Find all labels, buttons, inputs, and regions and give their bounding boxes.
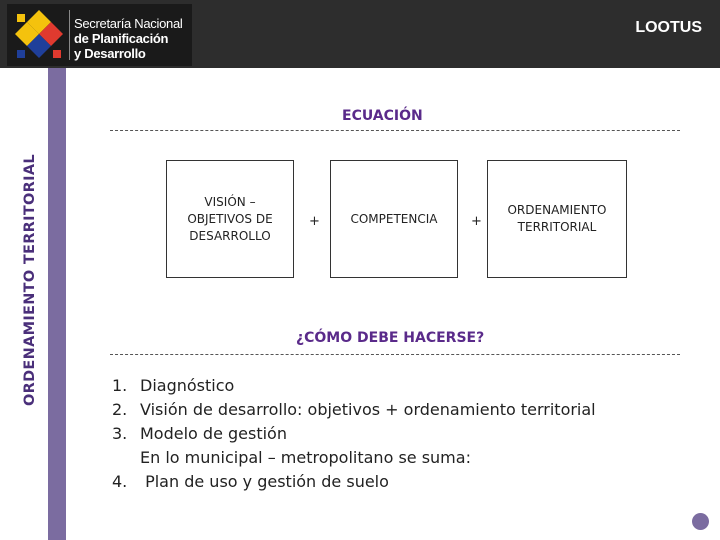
box-ordenamiento-label: ORDENAMIENTO TERRITORIAL — [507, 203, 607, 234]
divider-top — [110, 130, 680, 131]
logo-line-2: de Planificación — [74, 31, 169, 46]
list-item-text: Visión de desarrollo: objetivos + ordenamiento territorial — [140, 400, 596, 419]
question-heading: ¿CÓMO DEBE HACERSE? — [296, 330, 485, 346]
list-item-number: 4. — [112, 472, 128, 491]
plus-operator-2: + — [471, 214, 482, 229]
logo-emblem-icon — [11, 6, 67, 64]
list-item-number: 2. — [112, 400, 128, 419]
list-item — [112, 398, 596, 422]
sidebar-title: ORDENAMIENTO TERRITORIAL — [22, 154, 38, 406]
logo-line-1: Secretaría Nacional — [74, 16, 183, 31]
equation-heading: ECUACIÓN — [342, 108, 423, 124]
logo-divider — [69, 10, 70, 60]
list-item-text: En lo municipal – metropolitano se suma: — [140, 448, 471, 467]
list-item — [112, 374, 596, 398]
box-competencia — [330, 160, 458, 278]
list-item — [112, 446, 596, 470]
box-vision-label: VISIÓN – OBJETIVOS DE DESARROLLO — [187, 194, 273, 243]
plus-operator-1: + — [309, 214, 320, 229]
box-ordenamiento — [487, 160, 627, 278]
box-competencia-label: COMPETENCIA — [350, 211, 438, 226]
box-vision — [166, 160, 294, 278]
list-item-text: Modelo de gestión — [140, 424, 287, 443]
brand-label: LOOTUS — [635, 19, 702, 36]
divider-bottom — [110, 354, 680, 355]
logo — [7, 4, 192, 66]
list-item-text: Plan de uso y gestión de suelo — [140, 472, 389, 491]
logo-text — [74, 16, 182, 61]
steps-list — [112, 374, 596, 494]
list-item-number: 3. — [112, 424, 128, 443]
list-item-text: Diagnóstico — [140, 376, 235, 395]
slide-nav-dot-icon[interactable] — [692, 513, 709, 530]
list-item-number: 1. — [112, 376, 128, 395]
logo-line-3: y Desarrollo — [74, 46, 146, 61]
list-item — [112, 470, 596, 494]
list-item — [112, 422, 596, 446]
top-bar — [0, 0, 720, 68]
